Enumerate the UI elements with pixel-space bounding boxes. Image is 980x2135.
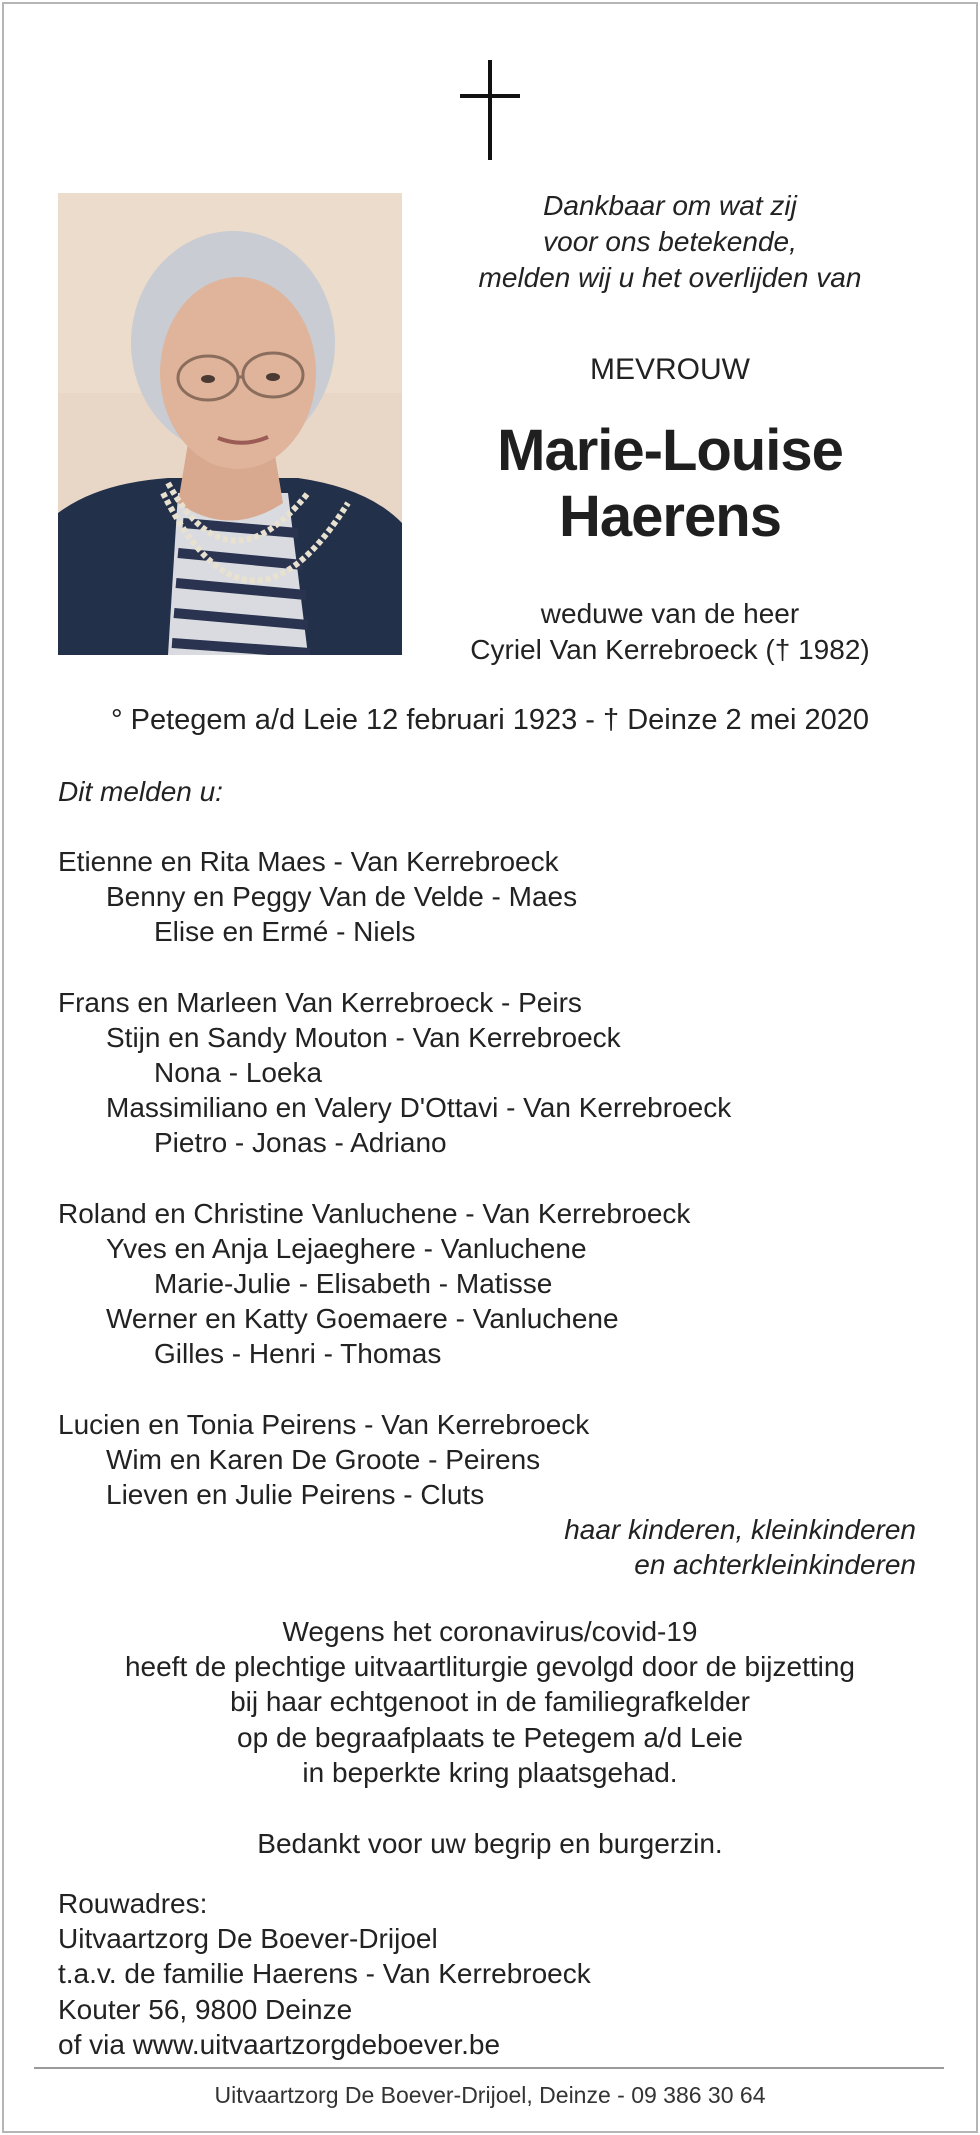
spouse-text: weduwe van de heer Cyriel Van Kerrebroeck († 1982)	[470, 598, 870, 665]
portrait-photo	[58, 193, 402, 655]
family-member: Roland en Christine Vanluchene - Van Kerrebroeck	[58, 1197, 691, 1229]
footer-text: Uitvaartzorg De Boever-Drijoel, Deinze - 09 386 30 64	[214, 2082, 766, 2108]
family-member: Benny en Peggy Van de Velde - Maes	[106, 881, 578, 913]
footer-divider	[34, 2067, 944, 2069]
family-member: Yves en Anja Lejaeghere - Vanluchene	[106, 1232, 587, 1264]
cross-icon	[460, 60, 520, 160]
family-member: Wim en Karen De Groote - Peirens	[106, 1443, 541, 1475]
family-member: Nona - Loeka	[154, 1057, 323, 1089]
family-member: Gilles - Henri - Thomas	[154, 1338, 442, 1370]
family-member: Elise en Ermé - Niels	[154, 916, 416, 948]
birth-death-dates: ° Petegem a/d Leie 12 februari 1923 - † Deinze 2 mei 2020	[110, 704, 870, 736]
family-member: Lieven en Julie Peirens - Cluts	[106, 1479, 485, 1511]
intro-text: Dankbaar om wat zij voor ons betekende, melden wij u het overlijden van	[478, 190, 862, 293]
family-member: Lucien en Tonia Peirens - Van Kerrebroeck	[58, 1408, 590, 1440]
family-member: Pietro - Jonas - Adriano	[154, 1127, 447, 1159]
family-signoff: haar kinderen, kleinkinderen en achterkleinkinderen	[564, 1514, 916, 1580]
family-member: Massimiliano en Valery D'Ottavi - Van Kerrebroeck	[106, 1092, 732, 1124]
family-member: Etienne en Rita Maes - Van Kerrebroeck	[58, 846, 559, 877]
announcement-heading: Dit melden u:	[58, 776, 223, 807]
deceased-name: Marie-Louise Haerens	[497, 418, 843, 549]
condolence-address: Rouwadres: Uitvaartzorg De Boever-Drijoel t.a.v. de familie Haerens - Van Kerrebroeck Kouter 56, 9800 Deinze of via www.uitvaartzorgdeboever.be	[58, 1888, 591, 2060]
funeral-notice: Wegens het coronavirus/covid-19 heeft de plechtige uitvaartliturgie gevolgd door de bijzetting bij haar echtgenoot in de familiegrafkelder op de begraafplaats te Petegem a/d Leie in beperkte kring plaatsgehad.	[124, 1616, 856, 1788]
family-member: Marie-Julie - Elisabeth - Matisse	[154, 1268, 553, 1300]
family-list	[58, 844, 938, 1512]
family-member: Stijn en Sandy Mouton - Van Kerrebroeck	[106, 1021, 621, 1053]
family-member: Frans en Marleen Van Kerrebroeck - Peirs	[58, 986, 582, 1018]
family-member: Werner en Katty Goemaere - Vanluchene	[106, 1303, 619, 1335]
thanks-text: Bedankt voor uw begrip en burgerzin.	[257, 1828, 723, 1859]
honorific: MEVROUW	[590, 353, 750, 386]
